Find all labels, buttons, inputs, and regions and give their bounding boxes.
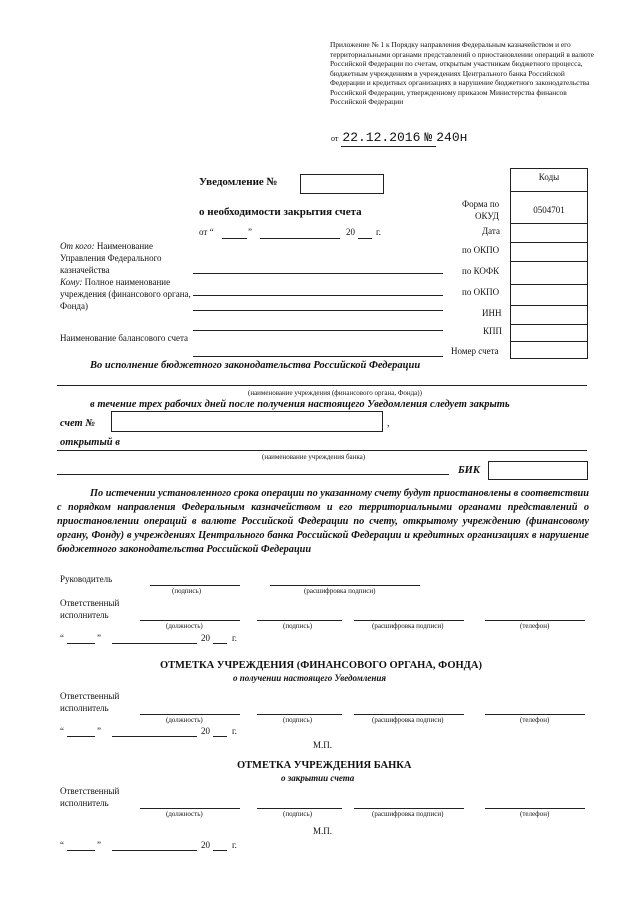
from-line[interactable] (193, 273, 443, 274)
kpp-label: КПП (483, 326, 503, 336)
resp-3-signature-line[interactable] (257, 808, 342, 809)
head-signature-line[interactable] (150, 585, 240, 586)
date-label: Дата (482, 226, 500, 236)
resp-1-signature-caption: (подпись) (283, 622, 313, 630)
date-3-month-line[interactable] (112, 850, 197, 851)
date-1-quote-open: “ (60, 633, 64, 643)
resp-2-label-1: Ответственный (60, 691, 120, 701)
date-3-quote-close: ” (97, 840, 101, 850)
stamp-place-2: М.П. (313, 826, 333, 836)
header-year-suffix: г. (376, 227, 381, 237)
balance-line[interactable] (193, 356, 443, 357)
resp-2-position-caption: (должность) (166, 716, 203, 724)
resp-1-label-1: Ответственный (60, 598, 120, 608)
account-comma: , (387, 418, 390, 429)
header-date-q: ” (248, 227, 252, 237)
resp-1-signature-line[interactable] (257, 620, 342, 621)
resp-3-position-line[interactable] (140, 808, 240, 809)
bank-line[interactable] (57, 450, 587, 451)
approval-date-value: 22.12.2016 (342, 130, 421, 145)
section-institution-title: ОТМЕТКА УЧРЕЖДЕНИЯ (ФИНАНСОВОГО ОРГАНА, ФОНДА) (160, 660, 482, 671)
codes-header: Коды (538, 172, 560, 182)
bank-line-2[interactable] (57, 474, 449, 475)
date-2-year-suffix: г. (232, 726, 237, 736)
inn-cell[interactable] (510, 306, 588, 325)
date-1-year: 20 (201, 633, 210, 643)
date-2-year: 20 (201, 726, 210, 736)
legislation-text: Во исполнение бюджетного законодательства Российской Федерации (90, 360, 421, 371)
institution-line[interactable] (57, 385, 587, 386)
bank-caption: (наименование учреждения банка) (262, 453, 366, 461)
head-decoding-caption: (расшифровка подписи) (304, 587, 376, 595)
resp-1-phone-caption: (телефон) (520, 622, 550, 630)
kpp-cell[interactable] (510, 325, 588, 342)
to-label-text: Полное наименование учреждения (финансового органа, Фонда) (60, 277, 191, 311)
bik-box[interactable] (488, 461, 588, 480)
okud-value: 0504701 (533, 205, 565, 215)
opened-in-label: открытый в (60, 437, 120, 448)
resp-3-decoding-caption: (расшифровка подписи) (372, 810, 444, 818)
resp-1-position-line[interactable] (140, 620, 240, 621)
date-1-quote-close: ” (97, 633, 101, 643)
okpo-1-label: по ОКПО (462, 245, 500, 255)
resp-3-label-1: Ответственный (60, 786, 120, 796)
institution-caption: (наименование учреждения (финансового органа, Фонда)) (248, 389, 422, 397)
from-label-text: Наименование Управления Федерального казначейства (60, 241, 162, 275)
form-label-1: Форма по (462, 199, 500, 209)
date-3-day-line[interactable] (67, 850, 95, 851)
within-days-text: в течение трех рабочих дней после получения настоящего Уведомления следует закрыть (90, 399, 510, 410)
from-label (60, 240, 190, 276)
to-label-italic: Кому: (60, 277, 83, 287)
kofk-cell[interactable] (510, 262, 588, 285)
resp-3-phone-caption: (телефон) (520, 810, 550, 818)
account-number-box[interactable] (111, 411, 383, 432)
to-line-3[interactable] (193, 330, 443, 331)
resp-3-phone-line[interactable] (485, 808, 585, 809)
bik-label: БИК (458, 465, 480, 476)
date-2-quote-open: “ (60, 726, 64, 736)
okpo-2-label: по ОКПО (462, 287, 500, 297)
account-number-cell[interactable] (510, 342, 588, 359)
resp-2-label-2: исполнитель (60, 703, 109, 713)
resp-2-position-line[interactable] (140, 714, 240, 715)
date-3-quote-open: “ (60, 840, 64, 850)
notice-title: Уведомление № (199, 176, 278, 188)
resp-2-phone-caption: (телефон) (520, 716, 550, 724)
stamp-place-1: М.П. (313, 740, 333, 750)
resp-2-signature-caption: (подпись) (283, 716, 313, 724)
date-cell[interactable] (510, 224, 588, 243)
resp-2-phone-line[interactable] (485, 714, 585, 715)
header-day-line[interactable] (222, 238, 247, 239)
date-3-year-suffix: г. (232, 840, 237, 850)
approval-text: Приложение № 1 к Порядку направления Федеральным казначейством и его территориальными органами представлений о приостановлении операций в валюте Российской Федерации по счетам, открытым участникам бюджетного процесса, бюджетным учреждениям в учреждениях Центрального банка Российской Федерации и кредитных организациях в нарушение бюджетного законодательства Российской Федерации, утвержденному приказом Министерства финансов Российской Федерации (330, 40, 595, 106)
inn-label: ИНН (482, 308, 502, 318)
balance-label: Наименование балансового счета (60, 333, 189, 343)
section-bank-title: ОТМЕТКА УЧРЕЖДЕНИЯ БАНКА (237, 760, 412, 771)
notice-paragraph (57, 487, 589, 557)
account-number-label: Номер счета (451, 346, 499, 356)
resp-1-position-caption: (должность) (166, 622, 203, 630)
codes-header-cell (510, 168, 588, 192)
approval-date-underline (341, 146, 436, 147)
okpo-2-cell[interactable] (510, 285, 588, 306)
section-institution-subtitle: о получении настоящего Уведомления (233, 673, 387, 683)
resp-3-decoding-line[interactable] (354, 808, 464, 809)
form-label-2: ОКУД (475, 211, 499, 221)
header-year-prefix: 20 (346, 227, 355, 237)
resp-3-label-2: исполнитель (60, 798, 109, 808)
resp-2-signature-line[interactable] (257, 714, 342, 715)
approval-number-prefix: № (424, 130, 433, 145)
from-label-italic: От кого: (60, 241, 95, 251)
approval-date-line (331, 128, 467, 146)
date-1-month-line[interactable] (112, 643, 197, 644)
to-line-2[interactable] (193, 310, 443, 311)
to-line-1[interactable] (193, 295, 443, 296)
header-month-line[interactable] (260, 238, 340, 239)
date-2-year-line[interactable] (213, 736, 227, 737)
header-date-from: от “ (199, 227, 214, 237)
account-label: счет № (60, 418, 95, 429)
date-2-day-line[interactable] (67, 736, 95, 737)
date-1-year-line[interactable] (213, 643, 227, 644)
section-bank-subtitle: о закрытии счета (281, 773, 355, 783)
date-3-year: 20 (201, 840, 210, 850)
okpo-1-cell[interactable] (510, 243, 588, 262)
resp-3-signature-caption: (подпись) (283, 810, 313, 818)
date-2-quote-close: ” (97, 726, 101, 736)
approval-date-prefix: от (331, 134, 339, 143)
date-1-day-line[interactable] (67, 643, 95, 644)
date-1-year-suffix: г. (232, 633, 237, 643)
head-label: Руководитель (60, 574, 113, 584)
resp-1-decoding-line[interactable] (354, 620, 464, 621)
notice-paragraph-text: По истечении установленного срока операции по указанному счету будут приостановлены в соответствии с порядком направления Федеральным казначейством и его территориальными органами представлений о приостановлении операций в валюте Российской Федерации по счету, открытому учреждению (финансовому органу, Фонду) в учреждениях Центрального банка Российской Федерации и кредитных организациях в нарушение бюджетного законодательства Российской Федерации (57, 488, 589, 555)
notice-number-box[interactable] (300, 174, 384, 194)
resp-1-label-2: исполнитель (60, 610, 109, 620)
head-signature-caption: (подпись) (172, 587, 202, 595)
resp-3-position-caption: (должность) (166, 810, 203, 818)
resp-2-decoding-caption: (расшифровка подписи) (372, 716, 444, 724)
head-decoding-line[interactable] (270, 585, 420, 586)
okud-cell[interactable] (510, 191, 588, 224)
date-2-month-line[interactable] (112, 736, 197, 737)
to-label (60, 276, 195, 312)
resp-1-decoding-caption: (расшифровка подписи) (372, 622, 444, 630)
date-3-year-line[interactable] (213, 850, 227, 851)
approval-number-value: 240н (436, 130, 468, 145)
kofk-label: по КОФК (462, 266, 500, 276)
header-year-line[interactable] (358, 238, 372, 239)
resp-1-phone-line[interactable] (485, 620, 585, 621)
notice-subtitle: о необходимости закрытия счета (199, 206, 362, 218)
resp-2-decoding-line[interactable] (354, 714, 464, 715)
